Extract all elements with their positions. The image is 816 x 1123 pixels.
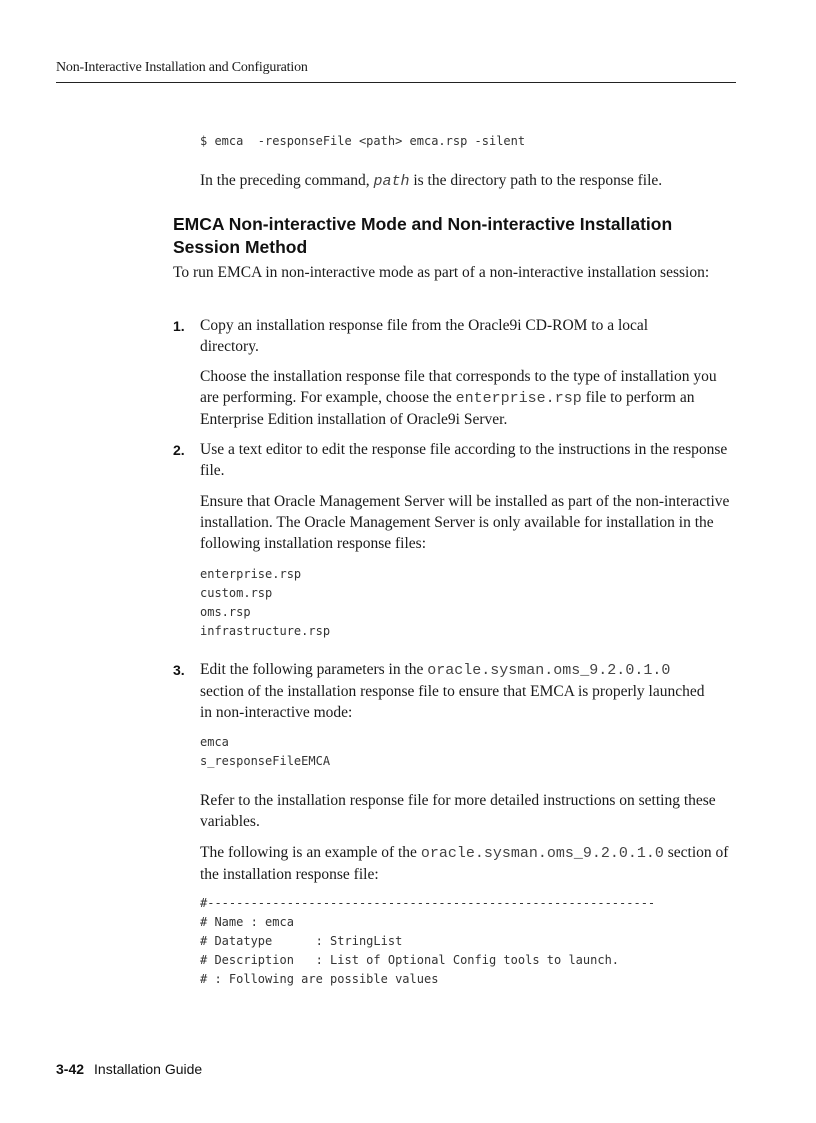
example-paragraph xyxy=(200,842,738,885)
example-after: section of the installation response file: xyxy=(200,844,729,883)
page-footer xyxy=(56,1061,202,1077)
step-3-text xyxy=(200,659,710,723)
step-2-number: 2. xyxy=(173,442,185,458)
code-line: #-------------------------------------------------------------- xyxy=(200,896,656,910)
param-item: emca xyxy=(200,735,229,749)
code-line: # Description : List of Optional Config tools to launch. xyxy=(200,953,620,967)
file-list-item: infrastructure.rsp xyxy=(200,624,331,638)
command-line: $ emca -responseFile <path> emca.rsp -silent xyxy=(200,134,526,148)
step-1-detail xyxy=(200,366,738,430)
code-line: # : Following are possible values xyxy=(200,972,439,986)
step-3-before: Edit the following parameters in the xyxy=(200,661,428,678)
enterprise-rsp-code: enterprise.rsp xyxy=(455,390,582,407)
file-list-item: custom.rsp xyxy=(200,586,273,600)
step-1-number: 1. xyxy=(173,318,185,334)
p1-after: is the directory path to the response file. xyxy=(409,172,663,189)
file-list-item: oms.rsp xyxy=(200,605,251,619)
book-title: Installation Guide xyxy=(94,1061,203,1077)
step-1-detail-after: file to perform an Enterprise Edition installation of Oracle9i Server. xyxy=(200,389,695,428)
code-line: # Name : emca xyxy=(200,915,294,929)
command-explanation xyxy=(200,170,740,192)
oms-section-code: oracle.sysman.oms_9.2.0.1.0 xyxy=(427,662,671,679)
file-list-item: enterprise.rsp xyxy=(200,567,302,581)
step-1-text: Copy an installation response file from the Oracle9i CD-ROM to a local directory. xyxy=(200,317,649,355)
param-item: s_responseFileEMCA xyxy=(200,754,331,768)
example-before: The following is an example of the xyxy=(200,844,421,861)
page-number: 3-42 xyxy=(56,1061,85,1077)
intro-paragraph: To run EMCA in non-interactive mode as part of a non-interactive installation session: xyxy=(173,264,710,281)
code-line: # Datatype : StringList xyxy=(200,934,403,948)
example-code: oracle.sysman.oms_9.2.0.1.0 xyxy=(420,845,664,862)
step-3-after: section of the installation response file to ensure that EMCA is properly launched in non-interactive mode: xyxy=(200,683,705,721)
step-3-number: 3. xyxy=(173,662,185,678)
path-code: path xyxy=(373,173,410,190)
refer-paragraph: Refer to the installation response file for more detailed instructions on setting these variables. xyxy=(200,792,716,830)
step-2-text: Use a text editor to edit the response file according to the instructions in the response file. xyxy=(200,441,728,479)
running-header: Non-Interactive Installation and Configuration xyxy=(56,60,308,75)
step-2-detail: Ensure that Oracle Management Server will be installed as part of the non-interactive installation. The Oracle Management Server is only available for installation in the following installation response files: xyxy=(200,493,730,552)
header-rule xyxy=(56,82,736,83)
step-1-detail-before: Choose the installation response file that corresponds to the type of installation you are performing. For example, choose the xyxy=(200,368,717,406)
section-heading: EMCA Non-interactive Mode and Non-interactive Installation Session Method xyxy=(173,214,673,257)
p1-before: In the preceding command, xyxy=(200,172,374,189)
